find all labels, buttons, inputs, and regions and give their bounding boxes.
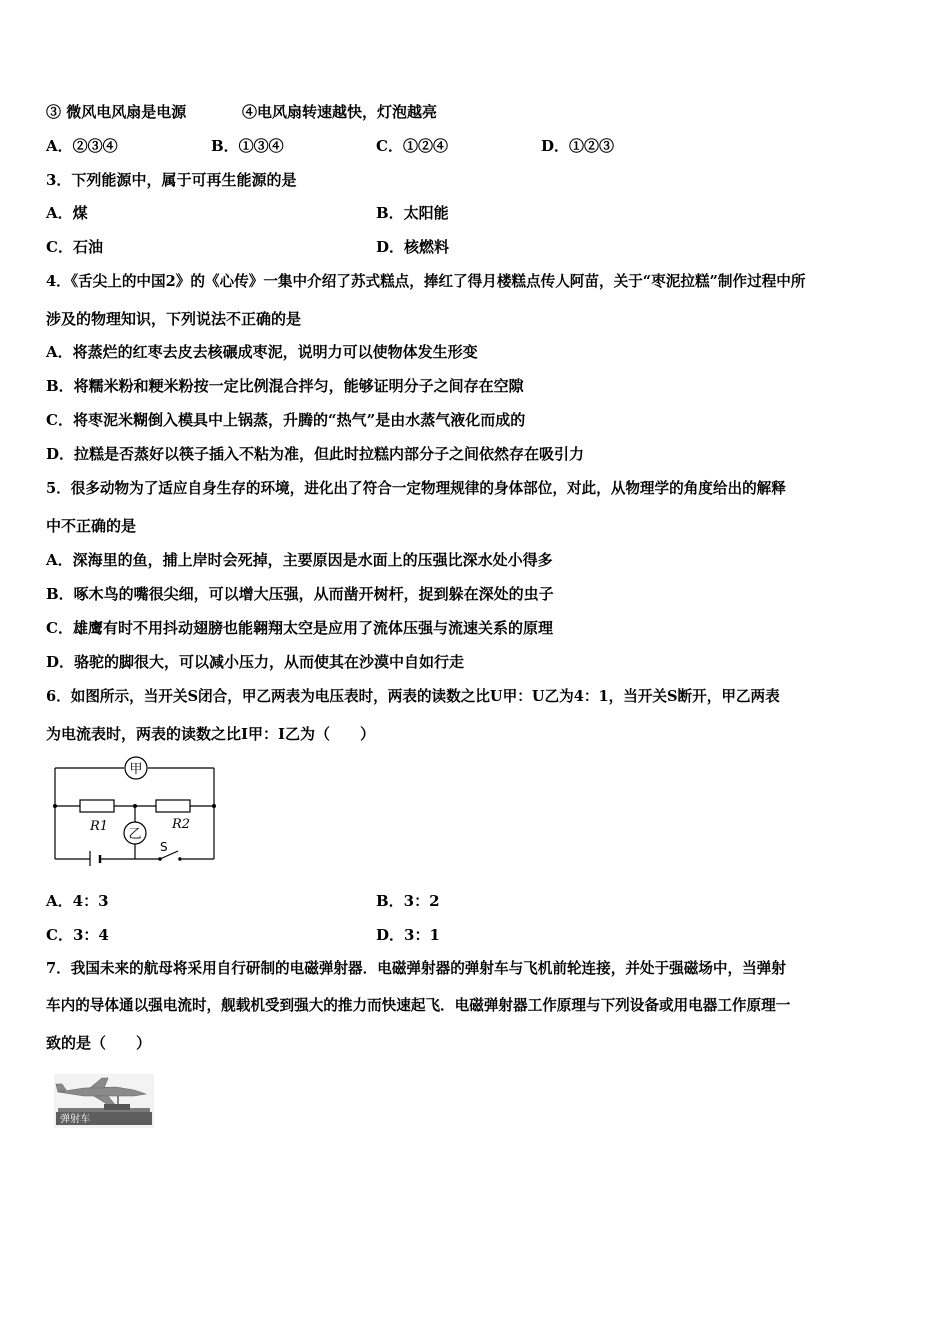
circuit-diagram	[50, 756, 220, 866]
q6-option-a: A．4：3	[46, 892, 109, 910]
q4-option-a: A．将蒸烂的红枣去皮去核碾成枣泥，说明力可以使物体发生形变	[46, 343, 478, 361]
catapult-label: 弹射车	[60, 1114, 90, 1125]
q6-option-c: C．3：4	[46, 926, 109, 944]
q2-option-b: B．①③④	[211, 137, 284, 155]
q5-option-d: D．骆驼的脚很大，可以减小压力，从而使其在沙漠中自如行走	[46, 653, 465, 671]
q7-stem-line3: 致的是（ ）	[46, 1034, 152, 1052]
q6-option-b: B．3：2	[376, 892, 440, 910]
q5-option-a: A．深海里的鱼，捕上岸时会死掉，主要原因是水面上的压强比深水处小得多	[46, 551, 553, 569]
q6-option-d: D．3：1	[376, 926, 440, 944]
q3-stem: 3．下列能源中，属于可再生能源的是	[46, 171, 297, 189]
q5-option-b: B．啄木鸟的嘴很尖细，可以增大压强，从而凿开树杆，捉到躲在深处的虫子	[46, 585, 554, 603]
q2-option-a: A．②③④	[46, 137, 118, 155]
q3-option-c: C．石油	[46, 238, 103, 256]
q4-option-c: C．将枣泥米糊倒入模具中上锅蒸，升腾的“热气”是由水蒸气液化而成的	[46, 411, 526, 429]
catapult-figure	[54, 1074, 154, 1128]
q6-stem-line2: 为电流表时，两表的读数之比I甲：I乙为（ ）	[46, 725, 376, 743]
q5-stem-line1: 5．很多动物为了适应自身生存的环境，进化出了符合一定物理规律的身体部位，对此，从物理学的角度给出的解释	[46, 480, 786, 497]
q4-stem-line1: 4．《舌尖上的中国2》的《心传》一集中介绍了苏式糕点，捧红了得月楼糕点传人阿苗，关于“枣泥拉糕”制作过程中所	[46, 273, 806, 290]
q7-stem-line2: 车内的导体通以强电流时，舰载机受到强大的推力而快速起飞．电磁弹射器工作原理与下列设备或用电器工作原理一	[46, 997, 791, 1014]
q2-option-c: C．①②④	[376, 137, 448, 155]
q7-stem-line1: 7．我国未来的航母将采用自行研制的电磁弹射器．电磁弹射器的弹射车与飞机前轮连接，并处于强磁场中，当弹射	[46, 960, 786, 977]
switch-label: S	[160, 840, 168, 854]
meter-jia-label: 甲	[129, 762, 143, 777]
r2-label: R2	[172, 817, 191, 832]
resistor-r2	[156, 800, 190, 812]
q5-option-c: C．雄鹰有时不用抖动翅膀也能翱翔太空是应用了流体压强与流速关系的原理	[46, 619, 553, 637]
q4-option-b: B．将糯米粉和粳米粉按一定比例混合拌匀，能够证明分子之间存在空隙	[46, 377, 524, 395]
q2-option-d: D．①②③	[541, 137, 615, 155]
meter-yi-label: 乙	[128, 827, 142, 842]
q6-stem-line1: 6．如图所示，当开关S闭合，甲乙两表为电压表时，两表的读数之比U甲：U乙为4：1，当开关S断开，甲乙两表	[46, 688, 780, 705]
resistor-r1	[80, 800, 114, 812]
q3-option-b: B．太阳能	[376, 204, 449, 222]
q3-option-a: A．煤	[46, 204, 88, 222]
q2-statement-4: ④电风扇转速越快，灯泡越亮	[242, 103, 438, 121]
r1-label: R1	[90, 819, 109, 834]
q5-stem-line2: 中不正确的是	[46, 517, 137, 535]
q3-option-d: D．核燃料	[376, 238, 450, 256]
q4-stem-line2: 涉及的物理知识，下列说法不正确的是	[46, 310, 302, 328]
q4-option-d: D．拉糕是否蒸好以筷子插入不粘为准，但此时拉糕内部分子之间依然存在吸引力	[46, 445, 585, 463]
q2-statement-3: ③ 微风电风扇是电源	[46, 103, 187, 121]
